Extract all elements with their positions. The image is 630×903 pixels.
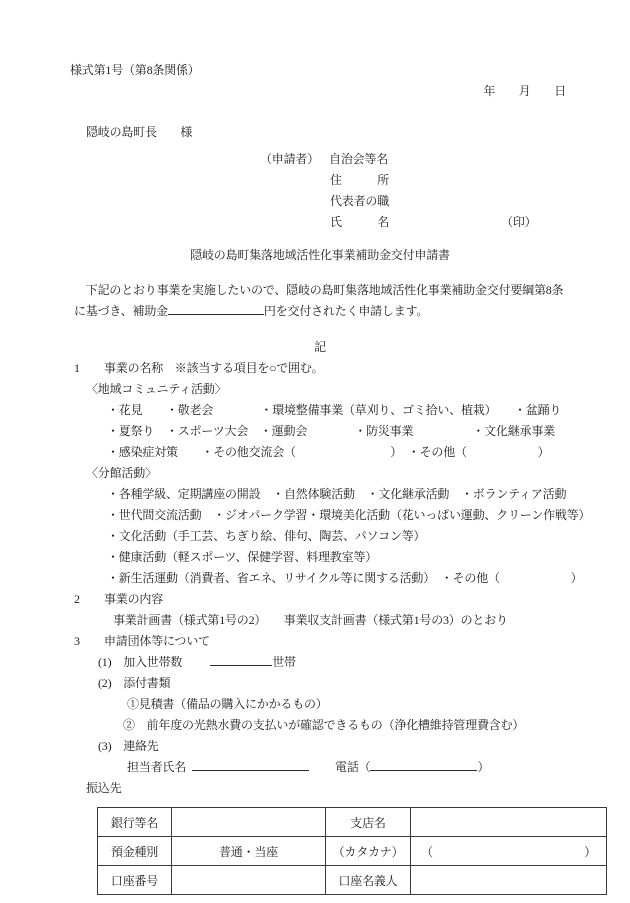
form-number: 様式第1号（第8条関係） — [70, 63, 200, 77]
bunkan-activities-line: ・新生活運動（消費者、省エネ、リサイクル等に関する活動） ・その他（ ） — [107, 571, 583, 585]
bank-transfer-table — [97, 807, 607, 895]
bunkan-activities-line: ・各種学級、定期講座の開設 ・自然体験活動 ・文化継承活動 ・ボランティア活動 — [107, 487, 567, 501]
applicant-org-name-label: 自治会等名 — [329, 152, 389, 166]
section2-content: 事業計画書（様式第1号の2） 事業収支計画書（様式第1号の3）のとおり — [113, 613, 508, 627]
katakana-paren-open: （ — [421, 844, 433, 859]
households-row — [98, 652, 566, 673]
account-type-label: 預金種別 — [98, 837, 172, 866]
phone-label: 電話 — [335, 760, 359, 774]
grant-amount-blank — [168, 301, 264, 315]
bank-name-label: 銀行等名 — [98, 808, 172, 837]
applicant-row — [260, 149, 566, 170]
account-holder-label: 口座名義人 — [326, 866, 411, 895]
contact-row — [127, 757, 566, 778]
table-row — [98, 837, 607, 866]
community-activities-header: 〈地域コミュニティ活動〉 — [86, 382, 227, 396]
ki-marker: 記 — [314, 340, 326, 354]
seal-mark: （印） — [501, 215, 537, 229]
phone-paren-open: （ — [358, 760, 371, 774]
section2-heading — [74, 589, 566, 610]
addressee: 隠岐の島町長 様 — [86, 125, 193, 139]
contact-person-blank — [192, 757, 309, 771]
contact-section-label: (3) 連絡先 — [98, 739, 159, 753]
section2-heading-text: 事業の内容 — [104, 592, 164, 606]
account-holder-value — [411, 866, 607, 895]
account-type-options: 普通・当座 — [172, 837, 326, 866]
attachment-1: ①見積書（備品の購入にかかるもの） — [127, 697, 328, 711]
section1-number: 1 — [74, 361, 80, 375]
section3-heading — [74, 631, 566, 652]
body-paragraph-line2 — [74, 301, 566, 322]
phone-paren-close: ） — [477, 760, 490, 774]
section3-number: 3 — [74, 634, 80, 648]
applicant-address-label: 住 所 — [330, 173, 390, 187]
body-line2-post: 円を交付されたく申請します。 — [263, 304, 429, 318]
bunkan-activities-line: ・文化活動（手工芸、ちぎり絵、俳句、陶芸、パソコン等） — [107, 529, 426, 543]
bunkan-activities-header: 〈分館活動〉 — [86, 466, 157, 480]
community-activities-line: ・感染症対策 ・その他交流会（ ） ・その他（ ） — [107, 445, 550, 459]
account-number-value — [172, 866, 326, 895]
attachment-2: ② 前年度の光熱水費の支払いが確認できるもの（浄化槽維持管理費含む） — [123, 718, 525, 732]
households-unit: 世帯 — [272, 655, 296, 669]
community-activities-line: ・夏祭り ・スポーツ大会 ・運動会 ・防災事業 ・文化継承事業 — [107, 424, 555, 438]
applicant-name-label: 氏 名 — [330, 215, 390, 229]
branch-name-label: 支店名 — [326, 808, 411, 837]
katakana-value — [411, 837, 607, 866]
phone-blank — [370, 757, 477, 771]
document-title: 隠岐の島町集落地域活性化事業補助金交付申請書 — [190, 248, 450, 262]
table-row — [98, 808, 607, 837]
branch-name-value — [411, 808, 607, 837]
section3-heading-text: 申請団体等について — [104, 634, 210, 648]
date-line: 年 月 日 — [483, 84, 566, 98]
transfer-heading: 振込先 — [86, 781, 122, 795]
body-line2-pre: に基づき、補助金 — [74, 304, 168, 318]
attachments-label: (2) 添付書類 — [98, 676, 171, 690]
section1-heading — [74, 358, 566, 379]
body-paragraph-line1: 下記のとおり事業を実施したいので、隠岐の島町集落地域活性化事業補助金交付要綱第8条 — [74, 283, 564, 297]
bank-name-value — [172, 808, 326, 837]
katakana-paren-close: ） — [584, 844, 596, 859]
community-activities-line: ・花見 ・敬老会 ・環境整備事業（草刈り、ゴミ拾い、植栽） ・盆踊り — [107, 403, 562, 417]
applicant-label: （申請者） — [260, 152, 320, 166]
households-blank — [210, 652, 272, 666]
katakana-label: （カタカナ） — [326, 837, 411, 866]
households-label: (1) 加入世帯数 — [98, 655, 183, 669]
bunkan-activities-line: ・世代間交流活動 ・ジオパーク学習・環境美化活動（花いっぱい運動、クリーン作戦等） — [107, 508, 591, 522]
section2-number: 2 — [74, 592, 80, 606]
applicant-rep-title-label: 代表者の職 — [330, 194, 390, 208]
contact-person-label: 担当者氏名 — [127, 760, 187, 774]
table-row — [98, 866, 607, 895]
section1-heading-text: 事業の名称 ※該当する項目を○で囲む。 — [104, 361, 324, 375]
bunkan-activities-line: ・健康活動（軽スポーツ、保健学習、料理教室等） — [107, 550, 378, 564]
account-number-label: 口座番号 — [98, 866, 172, 895]
applicant-name-row — [330, 212, 566, 233]
